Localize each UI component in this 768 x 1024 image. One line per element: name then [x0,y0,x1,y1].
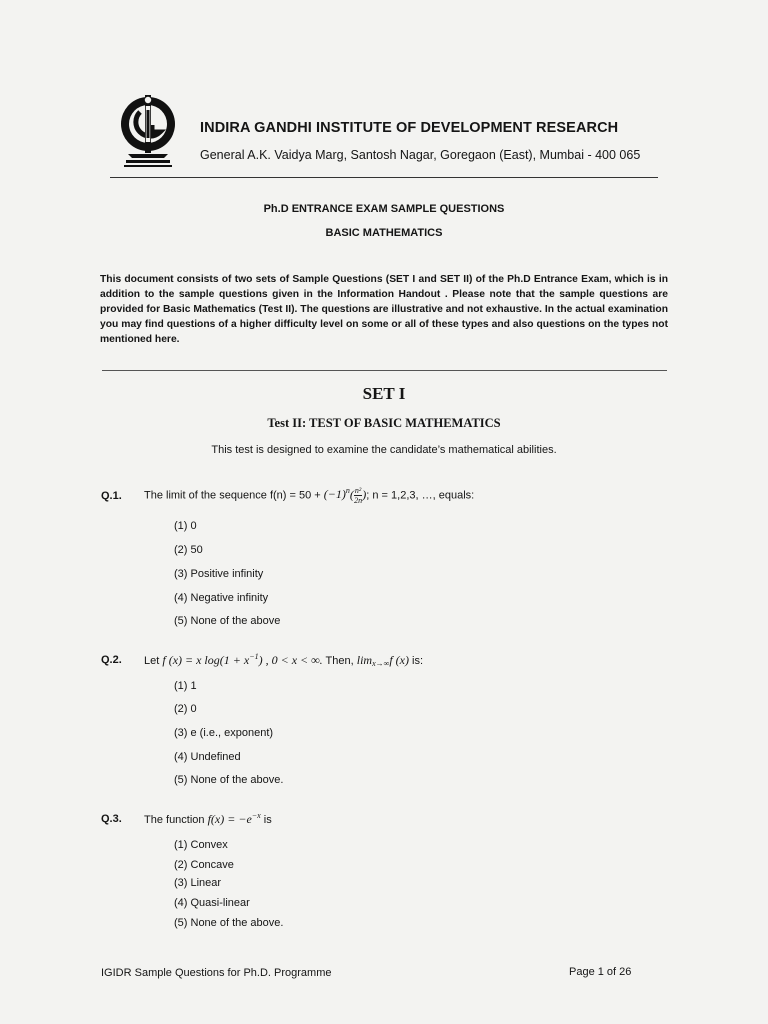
institute-name: INDIRA GANDHI INSTITUTE OF DEVELOPMENT RESEARCH [200,120,619,136]
question-text-part: The limit of the sequence f(n) = 50 + [144,489,324,502]
answer-option: (2) 50 [174,544,203,556]
test-description: This test is designed to examine the candidate’s mathematical abilities. [211,444,557,456]
math-expression: f (x) = x $\log(1 + x^{-1})$ , 0 < x < ∞. [162,652,323,667]
answer-option: (4) Undefined [174,751,241,763]
answer-option: (2) Concave [174,859,234,871]
exam-title: Ph.D ENTRANCE EXAM SAMPLE QUESTIONS [263,203,505,215]
answer-option: (5) None of the above. [174,917,284,929]
footer-title: IGIDR Sample Questions for Ph.D. Programme [101,967,332,979]
question-number: Q.3. [101,813,122,825]
answer-option: (1) 0 [174,520,197,532]
question-text: Let f (x) = x $\log(1 + x^{-1})$ , 0 < x < ∞. Then, $\lim_{x\to\infty}f$ (x) is: [144,652,424,668]
math-expression: $f(x) = -e^{-x}$ [207,811,261,826]
question-number: Q.2. [101,654,122,666]
section-divider [102,370,667,371]
question-text: The limit of the sequence $f(n) = 50 + (-1)^n$( $\frac{\text{n²}}{2n}$ ); n = 1,2,3, …, equals: [144,486,475,505]
answer-option: (3) Linear [174,877,222,889]
igidr-logo-icon [118,92,180,172]
answer-option: (2) 0 [174,703,197,715]
answer-option: (1) Convex [174,839,228,851]
intro-paragraph: This document consists of two sets of Sample Questions (SET I and SET II) of the Ph.D Entrance Exam, which is in addition to the sample questions given in the Information Handout . Please note that the sample questions are provided for Basic Mathematics (Test II). The questions are illustrative and not exhaustive. In the actual examination you may find questions of a higher difficulty level on some or all of these types and also questions on the types not mentioned here. [100,274,668,345]
page-number: Page 1 of 26 [569,966,632,978]
math-expression: $(-1)^n$ [323,486,350,502]
math-fraction: $\frac{\text{n²}}{2n}$ [354,486,363,505]
exam-subject: BASIC MATHEMATICS [325,227,443,239]
answer-option: (5) None of the above. [174,774,284,786]
answer-option: (3) Positive infinity [174,568,264,580]
answer-option: (3) e (i.e., exponent) [174,727,274,739]
question-text-part: ; n = 1,2,3, …, equals: [366,489,475,502]
math-limit: $\lim_{x\to\infty}f$ (x) [356,653,409,668]
answer-option: (5) None of the above [174,615,281,627]
question-text: The function $f(x) = -e^{-x}$ is [144,811,272,826]
question-number: Q.1. [101,490,122,502]
institute-address: General A.K. Vaidya Marg, Santosh Nagar, Goregaon (East), Mumbai - 400 065 [200,148,641,162]
answer-option: (1) 1 [174,680,197,692]
test-heading: Test II: TEST OF BASIC MATHEMATICS [267,416,501,430]
answer-option: (4) Negative infinity [174,592,269,604]
answer-option: (4) Quasi-linear [174,897,250,909]
header-divider [110,177,658,178]
set-heading: SET I [362,384,406,403]
